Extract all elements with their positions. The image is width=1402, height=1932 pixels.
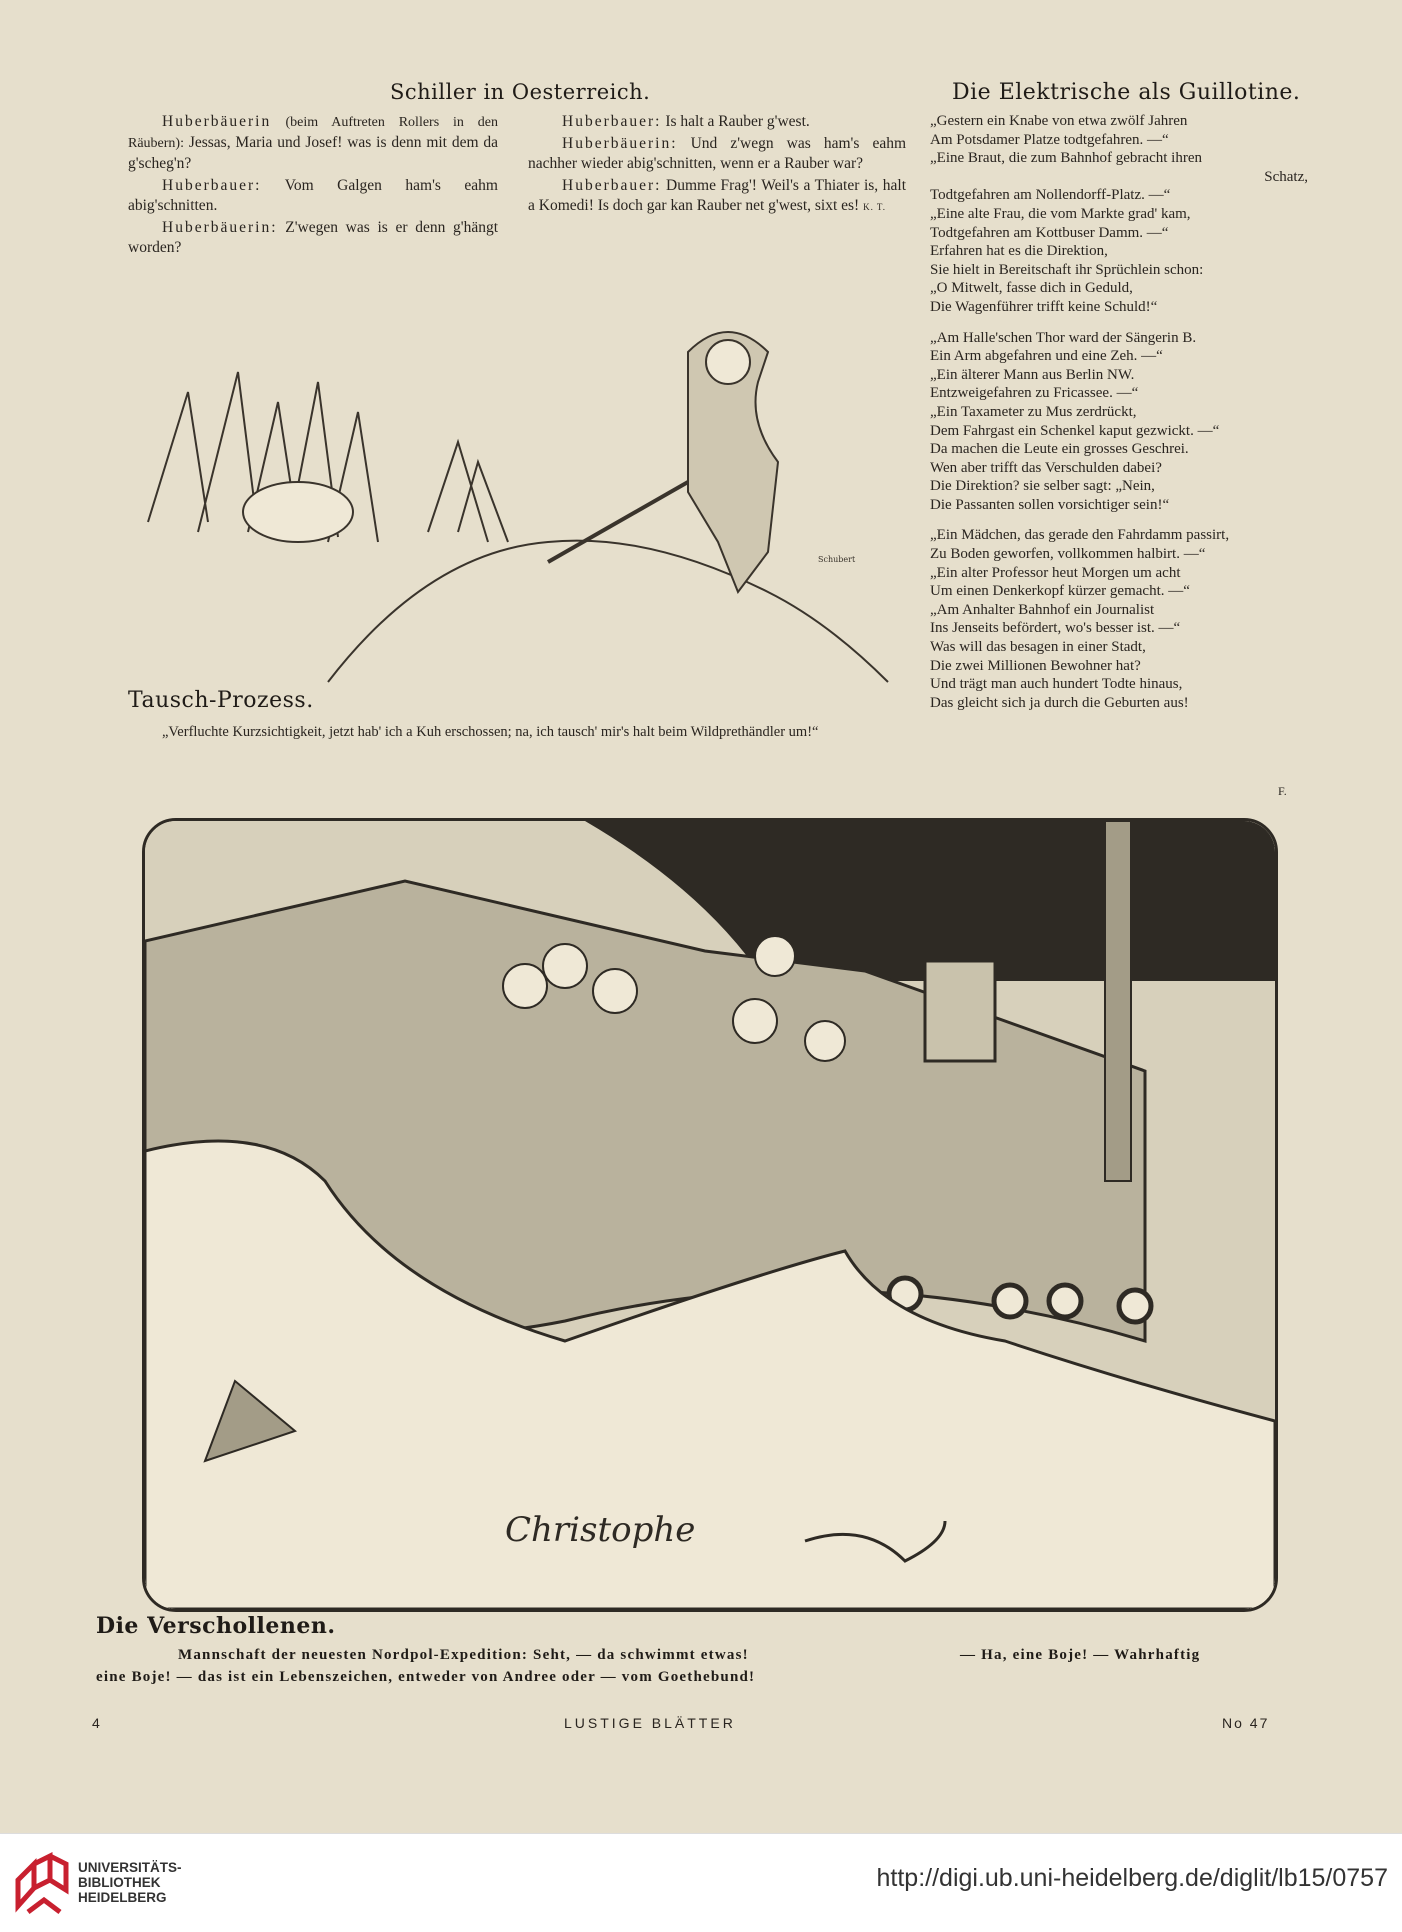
speaker-name: Huberbäuerin: [162,219,278,236]
poem-line: „Ein Taxameter zu Mus zerdrückt, [930,403,1137,420]
poem-line: „Ein älterer Mann aus Berlin NW. [930,366,1135,383]
dialogue-text: Jessas, Maria und Josef! was is denn mit dem da g'scheg'n? [128,134,498,172]
speaker-name: Huberbauer: [562,177,662,194]
poem-line: Das gleicht sich ja durch die Geburten aus! [930,694,1189,711]
schiller-paragraph [528,112,906,132]
poem-line: „O Mitwelt, fasse dich in Geduld, [930,280,1133,297]
poem-line: Was will das besagen in einer Stadt, [930,639,1146,656]
author-signature: K. T. [863,202,887,212]
hunter-illustration [128,292,908,684]
poem-line: „Eine Braut, die zum Bahnhof gebracht ihren [930,150,1202,167]
schiller-paragraph [528,176,906,217]
tausch-text [128,722,898,744]
poem-line: Wen aber trifft das Verschulden dabei? [930,459,1162,476]
poem-line: „Am Halle'schen Thor ward der Sängerin B. [930,329,1197,346]
elektrische-title: Die Elektrische als Guillotine. [952,80,1301,105]
dialogue-text: Und z'wegn was ham's eahm nachher wieder abig'schnitten, wenn er a Rauber war? [528,135,907,172]
poem-signature: F. [1278,784,1287,798]
library-name-line2: BIBLIOTHEK [78,1875,161,1890]
verschollenen-title: Die Verschollenen. [96,1613,336,1639]
elektrische-poem [930,112,1308,712]
verschollenen-line1-reply: — Ha, eine Boje! — Wahrhaftig [960,1647,1201,1663]
poem-line: Um einen Denkerkopf kürzer gemacht. —“ [930,583,1190,600]
schiller-paragraph [128,218,498,258]
tausch-title: Tausch-Prozess. [128,688,314,713]
issue-number: No 47 [1222,1715,1270,1731]
illustration-signature: Schubert [818,555,856,564]
magazine-title: LUSTIGE BLÄTTER [564,1715,736,1731]
verschollenen-line1: Mannschaft der neuesten Nordpol-Expedition: Seht, — da schwimmt etwas! [178,1647,749,1663]
ship-illustration [142,818,1278,1612]
dialogue-text: Vom Galgen ham's eahm abig'schnitten. [128,177,498,214]
poem-line: Die Direktion? sie selber sagt: „Nein, [930,478,1155,495]
page-number: 4 [92,1715,103,1731]
poem-line: Todtgefahren am Kottbuser Damm. —“ [930,224,1169,241]
poem-line: Dem Fahrgast ein Schenkel kaput gezwickt. —“ [930,422,1220,439]
library-logo-icon[interactable] [14,1850,72,1916]
poem-line: Ein Arm abgefahren und eine Zeh. —“ [930,348,1163,365]
speaker-name: Huberbauer: [562,113,662,130]
poem-line: Am Potsdamer Platze todtgefahren. —“ [930,131,1169,148]
poem-line: „Am Anhalter Bahnhof ein Journalist [930,601,1155,618]
poem-line: „Eine alte Frau, die vom Markte grad' kam, [930,205,1191,222]
poem-line: Entzweigefahren zu Fricassee. —“ [930,385,1139,402]
dialogue-text: Dumme Frag'! Weil's a Thiater is, halt a Komedi! Is doch gar kan Rauber net g'west, sixt es! [528,177,906,214]
schiller-column-left [128,112,498,260]
poem-line: Todtgefahren am Nollendorff-Platz. —“ [930,187,1171,204]
verschollenen-line2: eine Boje! — das ist ein Lebenszeichen, entweder von Andree oder — vom Goethebund! [96,1669,756,1685]
stage-direction: (beim Auftreten Rollers in den Räubern): [128,115,499,151]
library-name[interactable] [78,1860,182,1905]
poem-line: „Gestern ein Knabe von etwa zwölf Jahren [930,113,1188,129]
stanza-break [930,317,1308,329]
poem-line: Zu Boden geworfen, vollkommen halbirt. —“ [930,546,1206,563]
dialogue-text: Z'wegen was is er denn g'hängt worden? [128,219,499,256]
stanza-break [930,514,1308,526]
poem-line: Die zwei Millionen Bewohner hat? [930,657,1141,674]
dialogue-text: Is halt a Rauber g'west. [665,113,810,130]
poem-line: Und trägt man auch hundert Todte hinaus, [930,676,1183,693]
tausch-paragraph: „Verfluchte Kurzsichtigkeit, jetzt hab' ich a Kuh erschossen; na, ich tausch' mir's halt beim Wildprethändler um!“ [162,724,819,740]
permalink-url[interactable]: http://digi.ub.uni-heidelberg.de/diglit/lb15/0757 [876,1864,1388,1892]
poem-line: „Ein alter Professor heut Morgen um acht [930,564,1181,581]
library-footer [0,1833,1402,1932]
library-name-line1: UNIVERSITÄTS- [78,1860,182,1875]
schiller-column-right [528,112,906,219]
poem-line: Erfahren hat es die Direktion, [930,243,1108,260]
ship-drawing [145,821,1275,1609]
schiller-title: Schiller in Oesterreich. [390,80,651,104]
speaker-name: Huberbäuerin: [562,135,678,152]
poem-line: Schatz, [1264,168,1308,185]
poem-line: Die Passanten sollen vorsichtiger sein!“ [930,496,1170,513]
poem-line: Ins Jenseits befördert, wo's besser ist. —“ [930,620,1181,637]
schiller-paragraph [128,112,498,174]
library-name-line3: HEIDELBERG [78,1890,167,1905]
poem-line: Da machen die Leute ein grosses Geschrei. [930,441,1189,458]
ship-artist-signature: Christophe [505,1510,696,1550]
hunter-drawing [128,292,908,684]
schiller-paragraph [528,134,906,174]
poem-line: Die Wagenführer trifft keine Schuld!“ [930,298,1158,315]
poem-line: „Ein Mädchen, das gerade den Fahrdamm passirt, [930,527,1230,544]
schiller-paragraph [128,176,498,216]
speaker-name: Huberbäuerin [162,113,272,130]
poem-line: Sie hielt in Bereitschaft ihr Sprüchlein schon: [930,261,1204,278]
speaker-name: Huberbauer: [162,177,262,194]
